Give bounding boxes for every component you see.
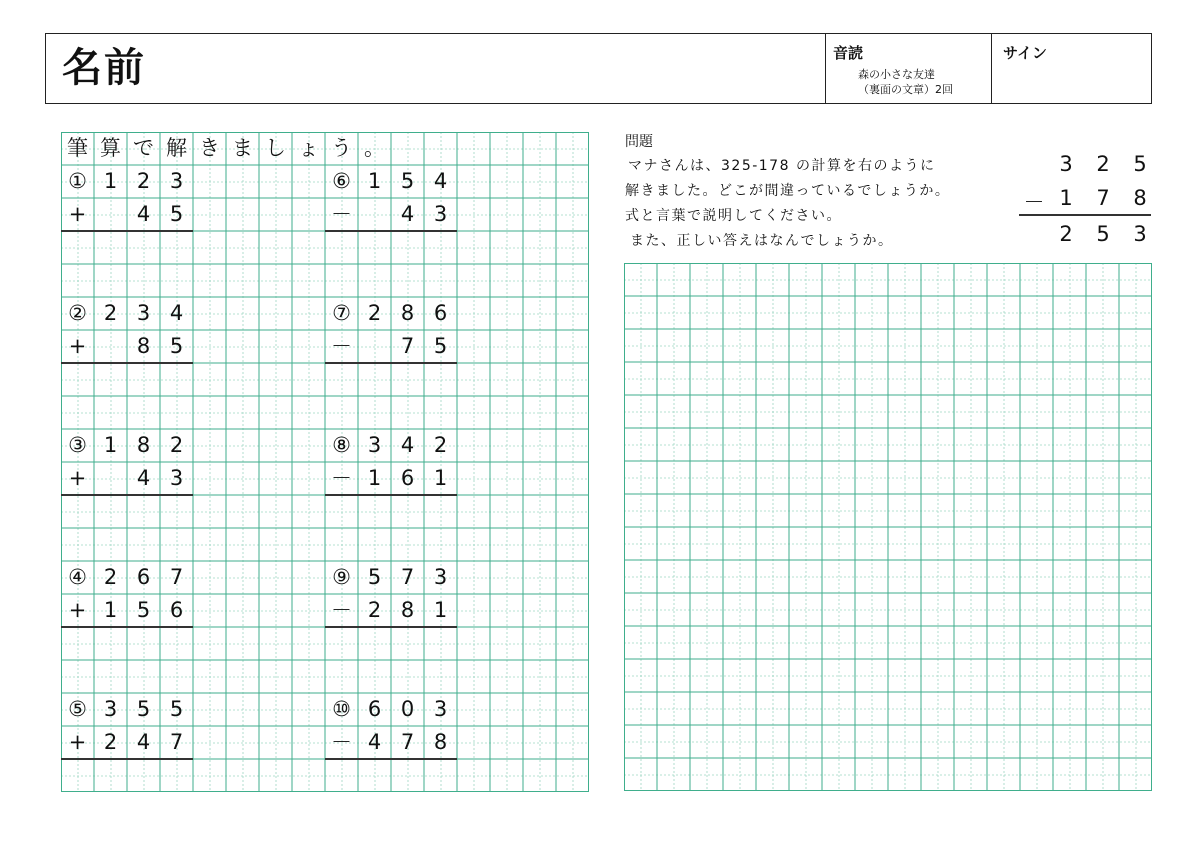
problem-bottom-digit: 5	[136, 598, 151, 622]
question-line-3: 式と言葉で説明してください。	[625, 208, 842, 224]
problem-bottom-digit	[94, 462, 127, 495]
problem-operator: －	[331, 202, 352, 226]
problem-operator: +	[68, 598, 87, 622]
reading-label: 音読	[833, 44, 864, 62]
problem-top-digit: 2	[103, 301, 118, 325]
problem-number: ③	[68, 433, 87, 457]
instruction-char: き	[199, 136, 220, 160]
problem-bottom-digit: 1	[103, 598, 118, 622]
problem-top-digit: 1	[103, 433, 118, 457]
problem-bottom-digit: 5	[433, 334, 448, 358]
problem-top-digit: 5	[400, 169, 415, 193]
problem-number: ⑩	[332, 697, 351, 721]
problem-bottom-digit	[358, 330, 391, 363]
problem-number: ⑦	[332, 301, 351, 325]
problem-number: ⑧	[332, 433, 351, 457]
problem-bottom-digit: 4	[136, 730, 151, 754]
problem-bottom-digit: 5	[169, 334, 184, 358]
instruction-char: 。	[364, 136, 385, 160]
problem-top-digit: 5	[169, 697, 184, 721]
instruction-char: ょ	[298, 136, 319, 160]
problem-top-digit: 4	[169, 301, 184, 325]
sample-answer-line	[1019, 214, 1151, 216]
problem-number: ⑥	[332, 169, 351, 193]
problem-bottom-digit: 1	[367, 466, 382, 490]
problem-top-digit: 0	[400, 697, 415, 721]
problem-top-digit: 7	[169, 565, 184, 589]
problem-bottom-digit: 5	[169, 202, 184, 226]
problem-top-digit: 6	[367, 697, 382, 721]
instruction-char: 算	[100, 136, 121, 160]
problem-top-digit: 3	[433, 697, 448, 721]
problem-top-digit: 5	[136, 697, 151, 721]
problem-bottom-digit: 4	[136, 466, 151, 490]
problem-top-digit: 1	[367, 169, 382, 193]
problem-top-digit: 4	[433, 169, 448, 193]
problem-bottom-digit: 3	[433, 202, 448, 226]
problem-top-digit: 5	[367, 565, 382, 589]
sample-bottom-digit: 1	[1059, 186, 1073, 210]
sample-top-digit: 3	[1059, 152, 1073, 176]
practice-area	[61, 132, 589, 792]
problem-bottom-digit: 1	[433, 466, 448, 490]
problem-bottom-digit: 4	[367, 730, 382, 754]
problem-bottom-digit	[358, 198, 391, 231]
problem-operator: －	[331, 730, 352, 754]
problem-number: ⑤	[68, 697, 87, 721]
answer-grid[interactable]	[624, 263, 1152, 791]
problem-answer-line	[325, 494, 457, 496]
problem-bottom-digit	[94, 330, 127, 363]
problem-top-digit: 3	[367, 433, 382, 457]
sample-top-digit: 2	[1096, 152, 1110, 176]
reading-title: 森の小さな友達	[858, 68, 935, 81]
problem-number: ④	[68, 565, 87, 589]
problem-bottom-digit: 2	[103, 730, 118, 754]
problem-top-digit: 7	[400, 565, 415, 589]
problem-bottom-digit: 4	[136, 202, 151, 226]
problem-top-digit: 6	[136, 565, 151, 589]
problem-top-digit: 2	[169, 433, 184, 457]
problem-top-digit: 2	[433, 433, 448, 457]
problem-bottom-digit: 3	[169, 466, 184, 490]
instruction-char: で	[133, 136, 154, 160]
problem-bottom-digit: 8	[136, 334, 151, 358]
reading-note: （裏面の文章）2回	[858, 83, 953, 96]
problem-answer-line	[61, 626, 193, 628]
question-line-2: 解きました。どこが間違っているでしょうか。	[625, 183, 951, 199]
sample-operator: －	[1023, 190, 1045, 214]
problem-bottom-digit: 6	[400, 466, 415, 490]
sample-bottom-digit: 8	[1133, 186, 1147, 210]
question-label: 問題	[625, 134, 653, 150]
problem-operator: －	[331, 466, 352, 490]
problem-bottom-digit: 1	[433, 598, 448, 622]
problem-top-digit: 4	[400, 433, 415, 457]
problem-top-digit: 3	[136, 301, 151, 325]
problem-operator: +	[68, 334, 87, 358]
problem-operator: +	[68, 466, 87, 490]
problem-answer-line	[61, 758, 193, 760]
problem-top-digit: 3	[433, 565, 448, 589]
problem-answer-line	[325, 626, 457, 628]
problem-bottom-digit: 4	[400, 202, 415, 226]
sample-bottom-digit: 7	[1096, 186, 1110, 210]
problem-number: ⑨	[332, 565, 351, 589]
problem-bottom-digit: 7	[169, 730, 184, 754]
problem-number: ①	[68, 169, 87, 193]
problem-bottom-digit: 8	[400, 598, 415, 622]
sample-top-digit: 5	[1133, 152, 1147, 176]
name-label: 名前	[62, 45, 146, 91]
problem-bottom-digit	[94, 198, 127, 231]
problem-top-digit: 6	[433, 301, 448, 325]
problem-top-digit: 2	[103, 565, 118, 589]
problem-top-digit: 2	[136, 169, 151, 193]
instruction-char: ま	[232, 136, 253, 160]
instruction-char: 筆	[67, 136, 88, 160]
problem-operator: +	[68, 730, 87, 754]
problem-answer-line	[61, 494, 193, 496]
problem-bottom-digit: 8	[433, 730, 448, 754]
sample-answer-digit: 2	[1059, 222, 1073, 246]
instruction-char: 解	[166, 136, 187, 160]
problem-answer-line	[325, 230, 457, 232]
problem-answer-line	[325, 758, 457, 760]
problem-answer-line	[61, 230, 193, 232]
problem-bottom-digit: 7	[400, 730, 415, 754]
problem-top-digit: 3	[103, 697, 118, 721]
problem-top-digit: 8	[136, 433, 151, 457]
problem-bottom-digit: 2	[367, 598, 382, 622]
problem-operator: －	[331, 598, 352, 622]
problem-bottom-digit: 6	[169, 598, 184, 622]
instruction-char: う	[331, 136, 352, 160]
instruction-char: し	[265, 136, 286, 160]
problem-answer-line	[325, 362, 457, 364]
problem-answer-line	[61, 362, 193, 364]
problem-operator: +	[68, 202, 87, 226]
problem-top-digit: 8	[400, 301, 415, 325]
problem-number: ②	[68, 301, 87, 325]
question-line-1: マナさんは、325-178 の計算を右のように	[628, 158, 936, 174]
sign-label: サイン	[1003, 44, 1047, 62]
problem-bottom-digit: 7	[400, 334, 415, 358]
question-line-4: また、正しい答えはなんでしょうか。	[630, 233, 894, 249]
sample-answer-digit: 5	[1096, 222, 1110, 246]
sample-answer-digit: 3	[1133, 222, 1147, 246]
problem-top-digit: 1	[103, 169, 118, 193]
problem-top-digit: 3	[169, 169, 184, 193]
problem-top-digit: 2	[367, 301, 382, 325]
problem-operator: －	[331, 334, 352, 358]
